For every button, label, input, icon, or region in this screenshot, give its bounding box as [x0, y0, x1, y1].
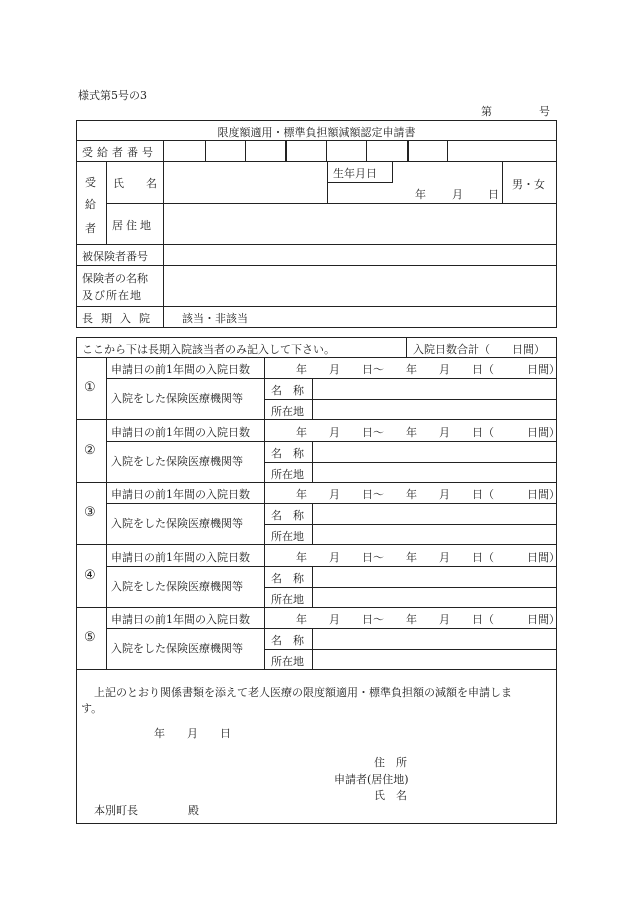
addressee: 本別町長	[94, 804, 138, 817]
birthdate-label: 生年月日	[333, 167, 377, 180]
recipient-group-3: 者	[85, 222, 96, 235]
form-title: 限度額適用・標準負担額減額認定申請書	[217, 126, 416, 139]
section-1-number: ①	[84, 380, 96, 395]
section-1-hospital-label: 入院をした保険医療機関等	[111, 392, 243, 405]
long-stay-notice: ここから下は長期入院該当者のみ記入して下さい。	[82, 343, 335, 356]
section-2-hospital-label: 入院をした保険医療機関等	[111, 455, 243, 468]
section-1-hospital-name-label: 名 称	[271, 384, 304, 397]
insured-number-label: 被保険者番号	[82, 250, 148, 263]
recipient-number-label: 受給者番号	[82, 146, 157, 159]
section-4-number: ④	[84, 568, 96, 583]
section-5-days-label: 申請日の前1年間の入院日数	[111, 613, 250, 626]
section-3-hospital-name-label: 名 称	[271, 509, 304, 522]
birth-month: 月	[452, 188, 463, 201]
doc-number-prefix: 第	[481, 105, 492, 118]
declaration-line-2: す。	[81, 702, 103, 715]
section-3-number: ③	[84, 505, 96, 520]
section-5-number: ⑤	[84, 630, 96, 645]
sign-date: 年 月 日	[154, 727, 231, 740]
section-2-hospital-address-label: 所在地	[271, 468, 304, 481]
sex-label: 男・女	[512, 178, 545, 191]
section-4-hospital-label: 入院をした保険医療機関等	[111, 580, 243, 593]
birth-year: 年	[415, 188, 426, 201]
section-5-hospital-label: 入院をした保険医療機関等	[111, 642, 243, 655]
section-5-period: 年 月 日～ 年 月 日（ 日間）	[296, 613, 560, 626]
name-label: 氏 名	[113, 177, 157, 190]
recipient-group-1: 受	[85, 176, 96, 189]
total-days: 入院日数合計（ 日間）	[413, 343, 545, 356]
section-3-hospital-address-label: 所在地	[271, 530, 304, 543]
insurer-label-1: 保険者の名称	[82, 272, 148, 285]
section-2-days-label: 申請日の前1年間の入院日数	[111, 426, 250, 439]
applicant-label: 申請者(居住地)	[334, 773, 409, 786]
long-stay-value[interactable]: 該当・非該当	[182, 312, 248, 325]
doc-number-suffix: 号	[539, 105, 550, 118]
section-5-hospital-name-label: 名 称	[271, 634, 304, 647]
honorific: 殿	[188, 804, 199, 817]
section-2-number: ②	[84, 443, 96, 458]
section-2-period: 年 月 日～ 年 月 日（ 日間）	[296, 426, 560, 439]
section-5-hospital-address-label: 所在地	[271, 655, 304, 668]
recipient-group-2: 給	[85, 198, 96, 211]
birth-day: 日	[488, 188, 499, 201]
form-number: 様式第5号の3	[78, 89, 147, 102]
section-1-days-label: 申請日の前1年間の入院日数	[111, 363, 250, 376]
address-label: 居住地	[112, 219, 154, 232]
section-2-hospital-name-label: 名 称	[271, 447, 304, 460]
section-3-days-label: 申請日の前1年間の入院日数	[111, 488, 250, 501]
section-1-hospital-address-label: 所在地	[271, 405, 304, 418]
long-stay-label: 長期入院	[82, 312, 158, 325]
section-3-period: 年 月 日～ 年 月 日（ 日間）	[296, 488, 560, 501]
declaration-line-1: 上記のとおり関係書類を添えて老人医療の限度額適用・標準負担額の減額を申請しま	[94, 686, 512, 699]
section-4-hospital-address-label: 所在地	[271, 593, 304, 606]
section-1-period: 年 月 日～ 年 月 日（ 日間）	[296, 363, 560, 376]
name-sign-label: 氏 名	[374, 789, 407, 802]
section-4-period: 年 月 日～ 年 月 日（ 日間）	[296, 551, 560, 564]
section-4-days-label: 申請日の前1年間の入院日数	[111, 551, 250, 564]
section-3-hospital-label: 入院をした保険医療機関等	[111, 517, 243, 530]
address-sign-label: 住 所	[374, 756, 407, 769]
insurer-label-2: 及び所在地	[82, 289, 142, 302]
section-4-hospital-name-label: 名 称	[271, 572, 304, 585]
